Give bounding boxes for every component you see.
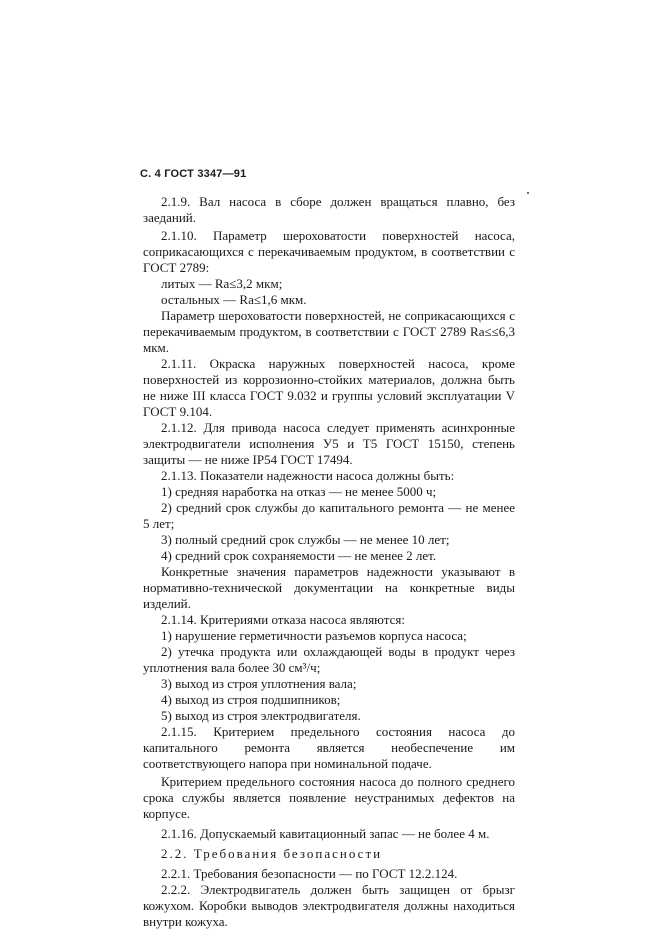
reliability-item-3: 3) полный средний срок службы — не менее 10 лет;	[161, 532, 450, 547]
failure-item-5: 5) выход из строя электродвигателя.	[161, 708, 361, 723]
paragraph-2-1-15-b: Критерием предельного состояния насоса до полного среднего срока службы является появление неустранимых дефектов на корпусе.	[143, 774, 515, 821]
roughness-cast: литых — Ra≤3,2 мкм;	[161, 276, 283, 291]
paragraph-2-2-2: 2.2.2. Электродвигатель должен быть защищен от брызг кожухом. Коробки выводов электродвигателя должны находиться внутри кожуха.	[143, 882, 515, 929]
paragraph-2-1-9: 2.1.9. Вал насоса в сборе должен вращаться плавно, без заеданий.	[143, 194, 515, 225]
failure-item-1: 1) нарушение герметичности разъемов корпуса насоса;	[161, 628, 467, 643]
paragraph-2-1-10-b: Параметр шероховатости поверхностей, не соприкасающихся с перекачиваемым продуктом, в соответствии с ГОСТ 2789 Ra≤≤6,3 мкм.	[143, 308, 515, 355]
failure-item-4: 4) выход из строя подшипников;	[161, 692, 341, 707]
failure-item-2: 2) утечка продукта или охлаждающей воды в продукт через уплотнения вала более 30 см³/ч;	[143, 644, 515, 675]
reliability-item-4: 4) средний срок сохраняемости — не менее 2 лет.	[161, 548, 437, 563]
paragraph-2-1-10: 2.1.10. Параметр шероховатости поверхностей насоса, соприкасающихся с перекачиваемым продуктом, в соответствии с ГОСТ 2789:	[143, 228, 515, 275]
paragraph-2-1-16: 2.1.16. Допускаемый кавитационный запас — не более 4 м.	[161, 826, 490, 841]
roughness-rest: остальных — Ra≤1,6 мкм.	[161, 292, 307, 307]
paragraph-2-1-11: 2.1.11. Окраска наружных поверхностей насоса, кроме поверхностей из коррозионно-стойких материалов, должна быть не ниже III класса ГОСТ 9.032 и группы условий эксплуатации V ГОСТ 9.104.	[143, 356, 515, 419]
page-header: С. 4 ГОСТ 3347—91	[140, 168, 247, 180]
document-body	[143, 194, 515, 930]
paragraph-2-1-13-b: Конкретные значения параметров надежности указывают в нормативно-технической документации на конкретные виды изделий.	[143, 564, 515, 611]
paragraph-2-2-1: 2.2.1. Требования безопасности — по ГОСТ 12.2.124.	[161, 866, 458, 881]
paragraph-2-1-15: 2.1.15. Критерием предельного состояния насоса до капитального ремонта является необеспечение им соответствующего напора при номинальной подаче.	[143, 724, 515, 771]
failure-item-3: 3) выход из строя уплотнения вала;	[161, 676, 357, 691]
paragraph-2-1-13: 2.1.13. Показатели надежности насоса должны быть:	[161, 468, 455, 483]
paragraph-2-1-12: 2.1.12. Для привода насоса следует применять асинхронные электродвигатели исполнения У5 и Т5 ГОСТ 15150, степень защиты — не ниже IP54 ГОСТ 17494.	[143, 420, 515, 467]
section-heading-2-2: 2.2. Требования безопасности	[161, 846, 383, 861]
reliability-item-1: 1) средняя наработка на отказ — не менее 5000 ч;	[161, 484, 437, 499]
paragraph-2-1-14: 2.1.14. Критериями отказа насоса являются:	[161, 612, 405, 627]
speck-mark	[527, 192, 529, 194]
reliability-item-2: 2) средний срок службы до капитального ремонта — не менее 5 лет;	[143, 500, 515, 531]
